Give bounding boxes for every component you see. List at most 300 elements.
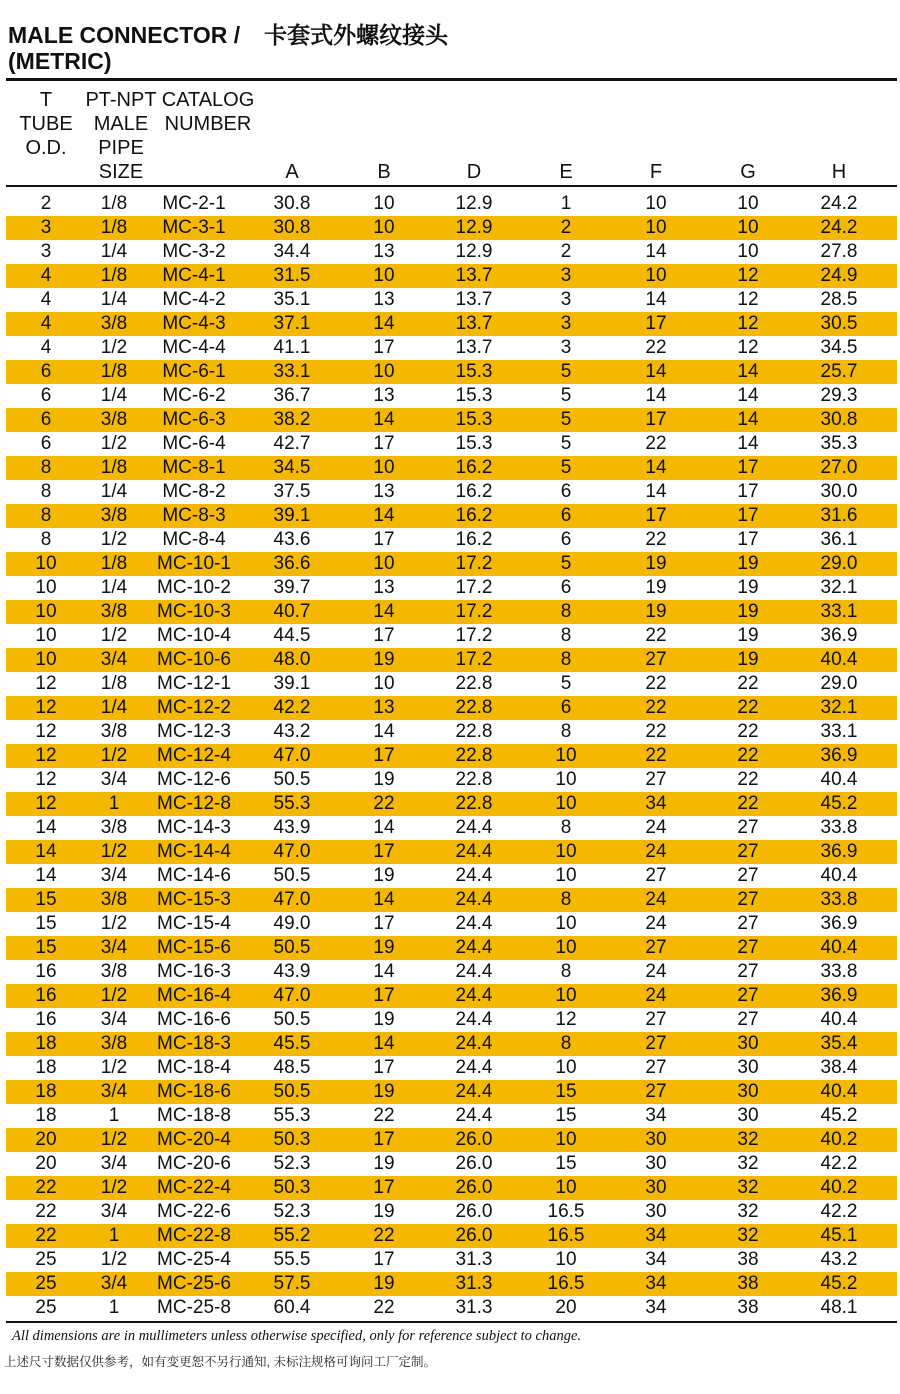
- cell-catalog: MC-6-4: [162, 433, 226, 454]
- cell-b: 17: [373, 625, 395, 646]
- cell-pipe: 1/2: [100, 433, 128, 454]
- cell-b: 14: [373, 601, 395, 622]
- cell-d: 16.2: [455, 481, 493, 502]
- cell-h: 48.1: [820, 1297, 858, 1318]
- cell-d: 15.3: [455, 385, 493, 406]
- cell-b: 17: [373, 913, 395, 934]
- cell-e: 8: [560, 961, 572, 982]
- cell-a: 50.5: [273, 865, 311, 886]
- cell-h: 30.8: [820, 409, 858, 430]
- cell-b: 14: [373, 505, 395, 526]
- cell-f: 19: [645, 577, 667, 598]
- cell-t: 2: [40, 193, 52, 214]
- cell-pipe: 1: [108, 1225, 120, 1246]
- cell-f: 22: [645, 745, 667, 766]
- table-row: [6, 504, 897, 528]
- cell-b: 14: [373, 889, 395, 910]
- cell-a: 41.1: [273, 337, 311, 358]
- header-f: F: [649, 161, 663, 183]
- cell-f: 34: [645, 793, 667, 814]
- cell-catalog: MC-16-6: [157, 1009, 231, 1030]
- cell-b: 17: [373, 433, 395, 454]
- cell-a: 47.0: [273, 841, 311, 862]
- cell-a: 42.2: [273, 697, 311, 718]
- cell-e: 6: [560, 481, 572, 502]
- cell-h: 25.7: [820, 361, 858, 382]
- cell-pipe: 1/2: [100, 1057, 128, 1078]
- cell-t: 10: [35, 625, 57, 646]
- cell-pipe: 1/4: [100, 481, 128, 502]
- cell-t: 6: [40, 361, 52, 382]
- cell-g: 27: [737, 913, 759, 934]
- table-row: [6, 1104, 897, 1128]
- cell-e: 5: [560, 673, 572, 694]
- cell-d: 31.3: [455, 1249, 493, 1270]
- cell-g: 17: [737, 481, 759, 502]
- cell-b: 17: [373, 337, 395, 358]
- cell-h: 42.2: [820, 1201, 858, 1222]
- cell-b: 10: [373, 265, 395, 286]
- table-row: [6, 696, 897, 720]
- table-row: [6, 1056, 897, 1080]
- cell-g: 10: [737, 217, 759, 238]
- table-row: [6, 1296, 897, 1320]
- cell-e: 3: [560, 313, 572, 334]
- cell-d: 24.4: [455, 961, 493, 982]
- cell-f: 27: [645, 1009, 667, 1030]
- cell-f: 24: [645, 961, 667, 982]
- page-title: [8, 22, 888, 74]
- table-row: [6, 408, 897, 432]
- cell-d: 12.9: [455, 217, 493, 238]
- cell-a: 43.2: [273, 721, 311, 742]
- cell-f: 10: [645, 193, 667, 214]
- cell-pipe: 1: [108, 1105, 120, 1126]
- cell-e: 10: [555, 937, 577, 958]
- cell-d: 26.0: [455, 1129, 493, 1150]
- table-row: [6, 984, 897, 1008]
- cell-f: 22: [645, 433, 667, 454]
- cell-h: 33.8: [820, 889, 858, 910]
- cell-g: 22: [737, 697, 759, 718]
- cell-g: 22: [737, 793, 759, 814]
- cell-catalog: MC-14-6: [157, 865, 231, 886]
- cell-t: 16: [35, 1009, 57, 1030]
- cell-e: 16.5: [547, 1225, 585, 1246]
- cell-f: 27: [645, 865, 667, 886]
- cell-catalog: MC-15-6: [157, 937, 231, 958]
- cell-t: 10: [35, 577, 57, 598]
- cell-t: 4: [40, 289, 52, 310]
- cell-e: 6: [560, 577, 572, 598]
- table-row: [6, 1248, 897, 1272]
- cell-t: 18: [35, 1105, 57, 1126]
- cell-pipe: 3/8: [100, 505, 128, 526]
- cell-t: 4: [40, 265, 52, 286]
- cell-a: 50.3: [273, 1129, 311, 1150]
- cell-d: 24.4: [455, 913, 493, 934]
- cell-t: 3: [40, 217, 52, 238]
- table-row: [6, 792, 897, 816]
- cell-e: 5: [560, 385, 572, 406]
- cell-f: 10: [645, 217, 667, 238]
- cell-catalog: MC-8-1: [162, 457, 226, 478]
- cell-t: 3: [40, 241, 52, 262]
- cell-g: 38: [737, 1249, 759, 1270]
- cell-catalog: MC-6-3: [162, 409, 226, 430]
- cell-catalog: MC-4-1: [162, 265, 226, 286]
- table-row: [6, 912, 897, 936]
- cell-e: 5: [560, 457, 572, 478]
- cell-b: 14: [373, 961, 395, 982]
- cell-f: 24: [645, 841, 667, 862]
- cell-pipe: 1/4: [100, 577, 128, 598]
- cell-a: 35.1: [273, 289, 311, 310]
- cell-f: 14: [645, 289, 667, 310]
- cell-e: 8: [560, 817, 572, 838]
- cell-a: 50.5: [273, 1081, 311, 1102]
- cell-e: 6: [560, 529, 572, 550]
- table-row: [6, 768, 897, 792]
- cell-g: 38: [737, 1297, 759, 1318]
- cell-h: 36.9: [820, 745, 858, 766]
- cell-pipe: 3/4: [100, 769, 128, 790]
- cell-t: 12: [35, 697, 57, 718]
- cell-e: 16.5: [547, 1201, 585, 1222]
- cell-g: 19: [737, 553, 759, 574]
- cell-f: 22: [645, 529, 667, 550]
- cell-h: 40.4: [820, 865, 858, 886]
- cell-catalog: MC-10-2: [157, 577, 231, 598]
- cell-g: 32: [737, 1201, 759, 1222]
- cell-h: 28.5: [820, 289, 858, 310]
- cell-catalog: MC-8-2: [162, 481, 226, 502]
- cell-h: 36.9: [820, 841, 858, 862]
- cell-a: 33.1: [273, 361, 311, 382]
- cell-h: 40.4: [820, 1081, 858, 1102]
- cell-a: 49.0: [273, 913, 311, 934]
- cell-e: 8: [560, 721, 572, 742]
- cell-t: 16: [35, 985, 57, 1006]
- cell-g: 14: [737, 385, 759, 406]
- table-row: [6, 960, 897, 984]
- table-bottom-divider: [6, 1321, 897, 1323]
- table-row: [6, 624, 897, 648]
- table-row: [6, 888, 897, 912]
- cell-catalog: MC-4-4: [162, 337, 226, 358]
- cell-e: 10: [555, 1057, 577, 1078]
- cell-f: 30: [645, 1129, 667, 1150]
- cell-pipe: 1/8: [100, 217, 128, 238]
- cell-b: 13: [373, 241, 395, 262]
- cell-pipe: 3/4: [100, 865, 128, 886]
- cell-d: 24.4: [455, 841, 493, 862]
- cell-pipe: 1/2: [100, 1177, 128, 1198]
- cell-d: 15.3: [455, 409, 493, 430]
- cell-a: 55.3: [273, 793, 311, 814]
- cell-a: 42.7: [273, 433, 311, 454]
- cell-d: 24.4: [455, 1105, 493, 1126]
- cell-a: 38.2: [273, 409, 311, 430]
- cell-catalog: MC-10-6: [157, 649, 231, 670]
- table-row: [6, 648, 897, 672]
- table-row: [6, 1080, 897, 1104]
- cell-d: 22.8: [455, 697, 493, 718]
- table-row: [6, 1128, 897, 1152]
- cell-g: 27: [737, 985, 759, 1006]
- cell-g: 30: [737, 1105, 759, 1126]
- cell-h: 33.1: [820, 601, 858, 622]
- cell-pipe: 3/4: [100, 1009, 128, 1030]
- cell-catalog: MC-6-1: [162, 361, 226, 382]
- cell-e: 3: [560, 289, 572, 310]
- cell-catalog: MC-4-2: [162, 289, 226, 310]
- cell-a: 50.5: [273, 1009, 311, 1030]
- cell-a: 57.5: [273, 1273, 311, 1294]
- cell-e: 8: [560, 1033, 572, 1054]
- cell-d: 24.4: [455, 1009, 493, 1030]
- header-divider: [6, 185, 897, 187]
- cell-f: 22: [645, 625, 667, 646]
- cell-pipe: 1/4: [100, 241, 128, 262]
- cell-e: 12: [555, 1009, 577, 1030]
- table-row: [6, 816, 897, 840]
- cell-a: 48.5: [273, 1057, 311, 1078]
- cell-t: 6: [40, 385, 52, 406]
- cell-e: 2: [560, 217, 572, 238]
- cell-d: 24.4: [455, 889, 493, 910]
- cell-h: 35.3: [820, 433, 858, 454]
- cell-t: 12: [35, 673, 57, 694]
- cell-pipe: 1/4: [100, 385, 128, 406]
- cell-a: 34.4: [273, 241, 311, 262]
- table-row: [6, 1032, 897, 1056]
- cell-h: 40.2: [820, 1177, 858, 1198]
- cell-d: 24.4: [455, 937, 493, 958]
- cell-d: 17.2: [455, 553, 493, 574]
- cell-t: 20: [35, 1129, 57, 1150]
- cell-h: 27.0: [820, 457, 858, 478]
- cell-g: 22: [737, 721, 759, 742]
- cell-g: 27: [737, 817, 759, 838]
- cell-t: 22: [35, 1177, 57, 1198]
- cell-e: 3: [560, 337, 572, 358]
- cell-pipe: 3/4: [100, 1273, 128, 1294]
- cell-b: 17: [373, 745, 395, 766]
- cell-g: 17: [737, 457, 759, 478]
- cell-b: 13: [373, 481, 395, 502]
- cell-h: 35.4: [820, 1033, 858, 1054]
- cell-catalog: MC-12-3: [157, 721, 231, 742]
- cell-g: 32: [737, 1225, 759, 1246]
- cell-pipe: 3/8: [100, 601, 128, 622]
- cell-b: 22: [373, 1225, 395, 1246]
- cell-h: 36.1: [820, 529, 858, 550]
- cell-t: 25: [35, 1249, 57, 1270]
- cell-b: 19: [373, 649, 395, 670]
- cell-e: 10: [555, 793, 577, 814]
- cell-pipe: 1: [108, 1297, 120, 1318]
- cell-b: 14: [373, 1033, 395, 1054]
- cell-g: 30: [737, 1033, 759, 1054]
- cell-g: 12: [737, 289, 759, 310]
- cell-b: 10: [373, 217, 395, 238]
- header-d: D: [466, 161, 482, 183]
- table-row: [6, 576, 897, 600]
- cell-h: 38.4: [820, 1057, 858, 1078]
- cell-catalog: MC-14-4: [157, 841, 231, 862]
- cell-a: 36.6: [273, 553, 311, 574]
- cell-e: 8: [560, 889, 572, 910]
- cell-catalog: MC-8-4: [162, 529, 226, 550]
- cell-a: 60.4: [273, 1297, 311, 1318]
- cell-b: 22: [373, 1297, 395, 1318]
- cell-pipe: 1/2: [100, 529, 128, 550]
- cell-g: 12: [737, 313, 759, 334]
- cell-a: 37.5: [273, 481, 311, 502]
- cell-catalog: MC-6-2: [162, 385, 226, 406]
- cell-d: 17.2: [455, 649, 493, 670]
- cell-a: 52.3: [273, 1201, 311, 1222]
- cell-g: 27: [737, 937, 759, 958]
- cell-pipe: 3/4: [100, 1201, 128, 1222]
- cell-catalog: MC-20-4: [157, 1129, 231, 1150]
- cell-t: 15: [35, 937, 57, 958]
- cell-b: 17: [373, 1249, 395, 1270]
- cell-a: 39.1: [273, 673, 311, 694]
- cell-a: 37.1: [273, 313, 311, 334]
- cell-d: 24.4: [455, 817, 493, 838]
- cell-g: 32: [737, 1153, 759, 1174]
- cell-e: 8: [560, 649, 572, 670]
- header-b: B: [377, 161, 391, 183]
- cell-pipe: 3/8: [100, 721, 128, 742]
- cell-a: 50.5: [273, 769, 311, 790]
- cell-d: 13.7: [455, 313, 493, 334]
- cell-b: 22: [373, 793, 395, 814]
- table-row: [6, 336, 897, 360]
- cell-catalog: MC-12-1: [157, 673, 231, 694]
- table-row: [6, 432, 897, 456]
- cell-h: 42.2: [820, 1153, 858, 1174]
- cell-h: 40.4: [820, 649, 858, 670]
- cell-d: 16.2: [455, 457, 493, 478]
- cell-catalog: MC-22-8: [157, 1225, 231, 1246]
- cell-a: 43.9: [273, 961, 311, 982]
- cell-pipe: 1: [108, 793, 120, 814]
- cell-h: 40.4: [820, 769, 858, 790]
- cell-catalog: MC-16-3: [157, 961, 231, 982]
- cell-b: 13: [373, 289, 395, 310]
- cell-d: 12.9: [455, 241, 493, 262]
- title-divider: [6, 78, 897, 81]
- cell-catalog: MC-18-4: [157, 1057, 231, 1078]
- cell-h: 29.0: [820, 553, 858, 574]
- cell-h: 33.8: [820, 817, 858, 838]
- cell-b: 19: [373, 1201, 395, 1222]
- cell-d: 17.2: [455, 577, 493, 598]
- cell-pipe: 3/8: [100, 889, 128, 910]
- cell-h: 36.9: [820, 625, 858, 646]
- cell-t: 18: [35, 1033, 57, 1054]
- cell-catalog: MC-18-3: [157, 1033, 231, 1054]
- cell-g: 27: [737, 961, 759, 982]
- cell-d: 15.3: [455, 361, 493, 382]
- cell-h: 43.2: [820, 1249, 858, 1270]
- cell-d: 31.3: [455, 1273, 493, 1294]
- cell-catalog: MC-12-2: [157, 697, 231, 718]
- cell-e: 5: [560, 553, 572, 574]
- cell-g: 30: [737, 1057, 759, 1078]
- cell-e: 10: [555, 841, 577, 862]
- cell-pipe: 1/8: [100, 673, 128, 694]
- cell-f: 24: [645, 985, 667, 1006]
- cell-f: 17: [645, 313, 667, 334]
- cell-f: 24: [645, 889, 667, 910]
- cell-e: 8: [560, 601, 572, 622]
- cell-catalog: MC-12-8: [157, 793, 231, 814]
- cell-h: 24.2: [820, 217, 858, 238]
- cell-catalog: MC-14-3: [157, 817, 231, 838]
- cell-h: 45.2: [820, 1273, 858, 1294]
- table-row: [6, 1224, 897, 1248]
- header-g: G: [740, 161, 756, 183]
- cell-d: 24.4: [455, 985, 493, 1006]
- cell-t: 14: [35, 817, 57, 838]
- cell-t: 8: [40, 505, 52, 526]
- cell-g: 22: [737, 673, 759, 694]
- cell-f: 24: [645, 913, 667, 934]
- cell-b: 19: [373, 1153, 395, 1174]
- table-row: [6, 1152, 897, 1176]
- table-row: [6, 240, 897, 264]
- cell-f: 14: [645, 481, 667, 502]
- cell-d: 24.4: [455, 1081, 493, 1102]
- cell-t: 8: [40, 457, 52, 478]
- table-row: [6, 744, 897, 768]
- cell-b: 13: [373, 697, 395, 718]
- cell-f: 27: [645, 1033, 667, 1054]
- cell-a: 50.3: [273, 1177, 311, 1198]
- cell-t: 15: [35, 913, 57, 934]
- cell-b: 10: [373, 361, 395, 382]
- cell-g: 17: [737, 529, 759, 550]
- cell-f: 34: [645, 1249, 667, 1270]
- table-row: [6, 264, 897, 288]
- title-metric: (METRIC): [8, 48, 112, 74]
- cell-t: 16: [35, 961, 57, 982]
- cell-d: 13.7: [455, 289, 493, 310]
- cell-g: 27: [737, 889, 759, 910]
- table-row: [6, 384, 897, 408]
- cell-pipe: 3/4: [100, 1153, 128, 1174]
- cell-a: 52.3: [273, 1153, 311, 1174]
- cell-catalog: MC-15-4: [157, 913, 231, 934]
- cell-catalog: MC-25-6: [157, 1273, 231, 1294]
- cell-g: 32: [737, 1129, 759, 1150]
- cell-a: 40.7: [273, 601, 311, 622]
- cell-t: 18: [35, 1081, 57, 1102]
- cell-e: 2: [560, 241, 572, 262]
- cell-g: 10: [737, 193, 759, 214]
- cell-b: 17: [373, 529, 395, 550]
- cell-catalog: MC-2-1: [162, 193, 226, 214]
- cell-e: 10: [555, 1129, 577, 1150]
- header-tube-od: T TUBE O.D.: [19, 89, 73, 159]
- cell-d: 26.0: [455, 1153, 493, 1174]
- cell-d: 15.3: [455, 433, 493, 454]
- cell-catalog: MC-25-4: [157, 1249, 231, 1270]
